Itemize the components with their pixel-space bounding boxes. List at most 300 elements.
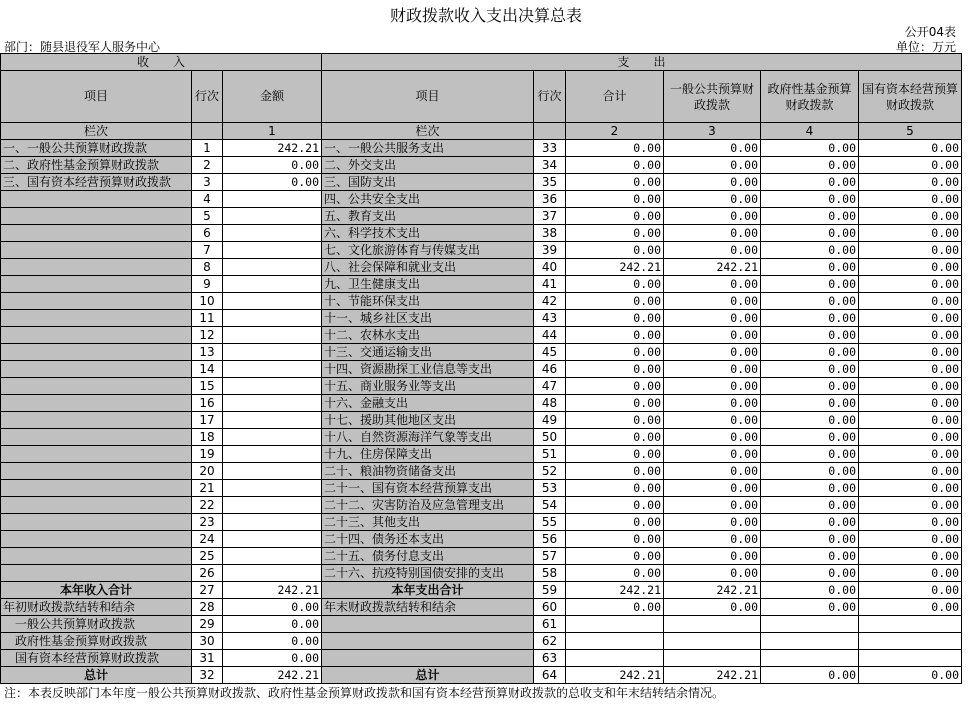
income-col-label: 栏次 bbox=[1, 123, 192, 140]
expense-row-no: 46 bbox=[534, 361, 566, 378]
expense-row-no: 57 bbox=[534, 548, 566, 565]
income-row-no: 32 bbox=[192, 667, 223, 684]
income-amount bbox=[223, 259, 322, 276]
col-number-3: 3 bbox=[664, 123, 761, 140]
general-budget-amount: 0.00 bbox=[664, 174, 761, 191]
expense-item-label: 十六、金融支出 bbox=[322, 395, 534, 412]
soe-budget-amount: 0.00 bbox=[859, 174, 962, 191]
expense-col-label: 栏次 bbox=[322, 123, 534, 140]
gov-fund-amount: 0.00 bbox=[761, 361, 859, 378]
gov-fund-amount: 0.00 bbox=[761, 157, 859, 174]
expense-row-no: 63 bbox=[534, 650, 566, 667]
soe-budget-amount: 0.00 bbox=[859, 667, 962, 684]
gov-fund-amount: 0.00 bbox=[761, 480, 859, 497]
expense-total: 0.00 bbox=[566, 378, 664, 395]
income-amount bbox=[223, 514, 322, 531]
income-row-no: 10 bbox=[192, 293, 223, 310]
income-item-label bbox=[1, 531, 192, 548]
expense-item-label: 二十六、抗疫特别国债安排的支出 bbox=[322, 565, 534, 582]
income-item-label: 一、一般公共预算财政拨款 bbox=[1, 140, 192, 157]
soe-budget-amount: 0.00 bbox=[859, 548, 962, 565]
expense-summary-label bbox=[322, 633, 534, 650]
expense-total: 0.00 bbox=[566, 140, 664, 157]
soe-budget-amount: 0.00 bbox=[859, 446, 962, 463]
expense-item-label: 十九、住房保障支出 bbox=[322, 446, 534, 463]
expense-item-label: 九、卫生健康支出 bbox=[322, 276, 534, 293]
income-row-no: 3 bbox=[192, 174, 223, 191]
soe-budget-amount: 0.00 bbox=[859, 259, 962, 276]
expense-total: 0.00 bbox=[566, 412, 664, 429]
income-row-no: 11 bbox=[192, 310, 223, 327]
gov-fund-amount: 0.00 bbox=[761, 412, 859, 429]
expense-row-no: 42 bbox=[534, 293, 566, 310]
expense-total: 0.00 bbox=[566, 531, 664, 548]
table-row bbox=[1, 276, 962, 293]
income-item-label bbox=[1, 446, 192, 463]
table-row bbox=[1, 157, 962, 174]
expense-total: 0.00 bbox=[566, 344, 664, 361]
expense-row-no: 48 bbox=[534, 395, 566, 412]
income-amount bbox=[223, 548, 322, 565]
table-row bbox=[1, 429, 962, 446]
soe-budget-amount bbox=[859, 650, 962, 667]
gov-fund-amount: 0.00 bbox=[761, 225, 859, 242]
expense-row-no: 39 bbox=[534, 242, 566, 259]
budget-table bbox=[0, 53, 962, 684]
expense-item-label: 三、国防支出 bbox=[322, 174, 534, 191]
expense-row-no: 50 bbox=[534, 429, 566, 446]
income-item-label bbox=[1, 514, 192, 531]
table-row bbox=[1, 140, 962, 157]
income-summary-label: 本年收入合计 bbox=[1, 582, 192, 599]
income-item-label bbox=[1, 378, 192, 395]
expense-row-no: 52 bbox=[534, 463, 566, 480]
table-row bbox=[1, 548, 962, 565]
income-amount bbox=[223, 276, 322, 293]
expense-row-no: 43 bbox=[534, 310, 566, 327]
expense-row-no: 64 bbox=[534, 667, 566, 684]
income-amount bbox=[223, 327, 322, 344]
col-number-2: 2 bbox=[566, 123, 664, 140]
expense-row-no: 44 bbox=[534, 327, 566, 344]
expense-section-header: 支 出 bbox=[322, 54, 962, 71]
gov-fund-amount: 0.00 bbox=[761, 548, 859, 565]
general-budget-amount bbox=[664, 650, 761, 667]
expense-summary-label bbox=[322, 616, 534, 633]
expense-total-header: 合计 bbox=[566, 71, 664, 123]
table-row bbox=[1, 361, 962, 378]
expense-item-label: 六、科学技术支出 bbox=[322, 225, 534, 242]
income-amount: 242.21 bbox=[223, 582, 322, 599]
expense-total: 242.21 bbox=[566, 259, 664, 276]
table-row bbox=[1, 293, 962, 310]
gov-fund-amount: 0.00 bbox=[761, 327, 859, 344]
expense-row-no: 45 bbox=[534, 344, 566, 361]
income-item-label bbox=[1, 208, 192, 225]
income-item-label bbox=[1, 327, 192, 344]
expense-total bbox=[566, 650, 664, 667]
expense-total: 0.00 bbox=[566, 514, 664, 531]
income-item-label bbox=[1, 293, 192, 310]
income-item-label bbox=[1, 361, 192, 378]
soe-budget-amount: 0.00 bbox=[859, 565, 962, 582]
expense-total: 0.00 bbox=[566, 599, 664, 616]
expense-total: 0.00 bbox=[566, 157, 664, 174]
income-item-label bbox=[1, 548, 192, 565]
gov-fund-amount: 0.00 bbox=[761, 208, 859, 225]
expense-row-no: 61 bbox=[534, 616, 566, 633]
income-row-no-header: 行次 bbox=[192, 71, 223, 123]
soe-budget-amount: 0.00 bbox=[859, 361, 962, 378]
expense-item-label: 七、文化旅游体育与传媒支出 bbox=[322, 242, 534, 259]
general-budget-amount: 0.00 bbox=[664, 446, 761, 463]
general-budget-header: 一般公共预算财政拨款 bbox=[664, 71, 761, 123]
income-amount bbox=[223, 242, 322, 259]
gov-fund-amount: 0.00 bbox=[761, 395, 859, 412]
gov-fund-header: 政府性基金预算财政拨款 bbox=[761, 71, 859, 123]
income-amount bbox=[223, 310, 322, 327]
income-summary-label: 总计 bbox=[1, 667, 192, 684]
expense-total: 0.00 bbox=[566, 242, 664, 259]
expense-row-no: 33 bbox=[534, 140, 566, 157]
gov-fund-amount: 0.00 bbox=[761, 531, 859, 548]
summary-row bbox=[1, 582, 962, 599]
income-row-no: 12 bbox=[192, 327, 223, 344]
income-row-no: 26 bbox=[192, 565, 223, 582]
income-amount-header: 金额 bbox=[223, 71, 322, 123]
income-amount bbox=[223, 480, 322, 497]
expense-total: 0.00 bbox=[566, 463, 664, 480]
expense-total: 0.00 bbox=[566, 429, 664, 446]
expense-item-label: 五、教育支出 bbox=[322, 208, 534, 225]
general-budget-amount: 0.00 bbox=[664, 276, 761, 293]
income-item-label bbox=[1, 565, 192, 582]
expense-item-label: 二十、粮油物资储备支出 bbox=[322, 463, 534, 480]
soe-budget-amount: 0.00 bbox=[859, 157, 962, 174]
general-budget-amount: 0.00 bbox=[664, 208, 761, 225]
income-row-no: 14 bbox=[192, 361, 223, 378]
expense-row-no: 49 bbox=[534, 412, 566, 429]
expense-row-no: 36 bbox=[534, 191, 566, 208]
table-row bbox=[1, 395, 962, 412]
soe-budget-amount: 0.00 bbox=[859, 412, 962, 429]
expense-total: 0.00 bbox=[566, 191, 664, 208]
income-row-no: 1 bbox=[192, 140, 223, 157]
gov-fund-amount: 0.00 bbox=[761, 242, 859, 259]
income-amount bbox=[223, 378, 322, 395]
summary-row bbox=[1, 633, 962, 650]
expense-total bbox=[566, 616, 664, 633]
column-number-row bbox=[1, 123, 962, 140]
income-summary-label: 年初财政拨款结转和结余 bbox=[1, 599, 192, 616]
income-item-label bbox=[1, 310, 192, 327]
gov-fund-amount: 0.00 bbox=[761, 463, 859, 480]
income-row-no: 27 bbox=[192, 582, 223, 599]
soe-budget-amount: 0.00 bbox=[859, 276, 962, 293]
income-amount bbox=[223, 463, 322, 480]
income-item-label: 二、政府性基金预算财政拨款 bbox=[1, 157, 192, 174]
soe-budget-amount bbox=[859, 616, 962, 633]
income-item-label bbox=[1, 344, 192, 361]
expense-total: 0.00 bbox=[566, 327, 664, 344]
soe-budget-header: 国有资本经营预算财政拨款 bbox=[859, 71, 962, 123]
general-budget-amount: 242.21 bbox=[664, 667, 761, 684]
general-budget-amount: 0.00 bbox=[664, 412, 761, 429]
expense-summary-label: 本年支出合计 bbox=[322, 582, 534, 599]
gov-fund-amount: 0.00 bbox=[761, 446, 859, 463]
table-row bbox=[1, 480, 962, 497]
general-budget-amount: 0.00 bbox=[664, 140, 761, 157]
general-budget-amount: 0.00 bbox=[664, 565, 761, 582]
table-row bbox=[1, 565, 962, 582]
expense-item-label: 二十二、灾害防治及应急管理支出 bbox=[322, 497, 534, 514]
expense-col-blank bbox=[534, 123, 566, 140]
expense-item-label: 二十一、国有资本经营预算支出 bbox=[322, 480, 534, 497]
department-label: 部门：随县退役军人服务中心 bbox=[4, 40, 161, 54]
income-amount bbox=[223, 446, 322, 463]
table-row bbox=[1, 208, 962, 225]
expense-item-label: 四、公共安全支出 bbox=[322, 191, 534, 208]
income-item-label bbox=[1, 395, 192, 412]
soe-budget-amount: 0.00 bbox=[859, 395, 962, 412]
expense-total: 0.00 bbox=[566, 565, 664, 582]
table-row bbox=[1, 531, 962, 548]
table-row bbox=[1, 225, 962, 242]
income-amount bbox=[223, 395, 322, 412]
expense-row-no: 35 bbox=[534, 174, 566, 191]
col-number-5: 5 bbox=[859, 123, 962, 140]
general-budget-amount: 0.00 bbox=[664, 599, 761, 616]
income-row-no: 15 bbox=[192, 378, 223, 395]
expense-total bbox=[566, 633, 664, 650]
expense-row-no: 41 bbox=[534, 276, 566, 293]
income-item-label bbox=[1, 259, 192, 276]
general-budget-amount: 0.00 bbox=[664, 344, 761, 361]
section-header-row bbox=[1, 54, 962, 71]
income-row-no: 8 bbox=[192, 259, 223, 276]
income-row-no: 17 bbox=[192, 412, 223, 429]
expense-row-no: 51 bbox=[534, 446, 566, 463]
expense-total: 0.00 bbox=[566, 174, 664, 191]
expense-item-label: 十一、城乡社区支出 bbox=[322, 310, 534, 327]
soe-budget-amount: 0.00 bbox=[859, 293, 962, 310]
general-budget-amount bbox=[664, 633, 761, 650]
summary-row bbox=[1, 667, 962, 684]
general-budget-amount: 0.00 bbox=[664, 531, 761, 548]
income-amount bbox=[223, 293, 322, 310]
income-row-no: 22 bbox=[192, 497, 223, 514]
income-row-no: 24 bbox=[192, 531, 223, 548]
general-budget-amount: 0.00 bbox=[664, 157, 761, 174]
income-item-label bbox=[1, 276, 192, 293]
gov-fund-amount: 0.00 bbox=[761, 565, 859, 582]
table-row bbox=[1, 378, 962, 395]
general-budget-amount: 0.00 bbox=[664, 191, 761, 208]
gov-fund-amount: 0.00 bbox=[761, 344, 859, 361]
expense-row-no: 58 bbox=[534, 565, 566, 582]
gov-fund-amount: 0.00 bbox=[761, 174, 859, 191]
income-row-no: 4 bbox=[192, 191, 223, 208]
income-item-label bbox=[1, 497, 192, 514]
expense-item-label: 十、节能环保支出 bbox=[322, 293, 534, 310]
income-amount bbox=[223, 531, 322, 548]
income-amount: 0.00 bbox=[223, 650, 322, 667]
soe-budget-amount: 0.00 bbox=[859, 497, 962, 514]
income-summary-label: 国有资本经营预算财政拨款 bbox=[1, 650, 192, 667]
summary-row bbox=[1, 616, 962, 633]
income-amount bbox=[223, 412, 322, 429]
expense-row-no: 59 bbox=[534, 582, 566, 599]
gov-fund-amount: 0.00 bbox=[761, 259, 859, 276]
gov-fund-amount: 0.00 bbox=[761, 310, 859, 327]
soe-budget-amount: 0.00 bbox=[859, 208, 962, 225]
expense-item-label: 一、一般公共服务支出 bbox=[322, 140, 534, 157]
income-item-label bbox=[1, 463, 192, 480]
income-row-no: 20 bbox=[192, 463, 223, 480]
expense-item-label: 十五、商业服务业等支出 bbox=[322, 378, 534, 395]
general-budget-amount: 0.00 bbox=[664, 225, 761, 242]
table-row bbox=[1, 259, 962, 276]
income-amount bbox=[223, 191, 322, 208]
expense-total: 242.21 bbox=[566, 667, 664, 684]
soe-budget-amount: 0.00 bbox=[859, 327, 962, 344]
expense-item-label: 十四、资源勘探工业信息等支出 bbox=[322, 361, 534, 378]
soe-budget-amount: 0.00 bbox=[859, 225, 962, 242]
expense-total: 0.00 bbox=[566, 446, 664, 463]
general-budget-amount: 0.00 bbox=[664, 497, 761, 514]
gov-fund-amount bbox=[761, 616, 859, 633]
income-row-no: 2 bbox=[192, 157, 223, 174]
general-budget-amount: 0.00 bbox=[664, 310, 761, 327]
summary-row bbox=[1, 650, 962, 667]
income-row-no: 19 bbox=[192, 446, 223, 463]
income-item-label bbox=[1, 480, 192, 497]
general-budget-amount: 0.00 bbox=[664, 463, 761, 480]
income-item-label bbox=[1, 191, 192, 208]
income-summary-label: 政府性基金预算财政拨款 bbox=[1, 633, 192, 650]
expense-summary-label bbox=[322, 650, 534, 667]
table-row bbox=[1, 242, 962, 259]
expense-item-label: 二十五、债务付息支出 bbox=[322, 548, 534, 565]
income-amount bbox=[223, 565, 322, 582]
income-row-no: 29 bbox=[192, 616, 223, 633]
table-row bbox=[1, 327, 962, 344]
soe-budget-amount: 0.00 bbox=[859, 378, 962, 395]
expense-total: 0.00 bbox=[566, 480, 664, 497]
footnote: 注：本表反映部门本年度一般公共预算财政拨款、政府性基金预算财政拨款和国有资本经营预算财政拨款的总收支和年末结转结余情况。 bbox=[4, 686, 725, 700]
expense-item-label: 二、外交支出 bbox=[322, 157, 534, 174]
general-budget-amount: 0.00 bbox=[664, 395, 761, 412]
income-amount: 0.00 bbox=[223, 633, 322, 650]
soe-budget-amount: 0.00 bbox=[859, 242, 962, 259]
income-row-no: 9 bbox=[192, 276, 223, 293]
income-amount bbox=[223, 429, 322, 446]
col-number-1: 1 bbox=[223, 123, 322, 140]
table-row bbox=[1, 514, 962, 531]
income-item-label bbox=[1, 225, 192, 242]
gov-fund-amount: 0.00 bbox=[761, 582, 859, 599]
income-item-label bbox=[1, 412, 192, 429]
table-row bbox=[1, 497, 962, 514]
gov-fund-amount: 0.00 bbox=[761, 140, 859, 157]
soe-budget-amount: 0.00 bbox=[859, 140, 962, 157]
gov-fund-amount: 0.00 bbox=[761, 497, 859, 514]
general-budget-amount: 242.21 bbox=[664, 582, 761, 599]
table-row bbox=[1, 191, 962, 208]
expense-total: 0.00 bbox=[566, 310, 664, 327]
income-section-header: 收 入 bbox=[1, 54, 322, 71]
general-budget-amount: 0.00 bbox=[664, 293, 761, 310]
general-budget-amount: 0.00 bbox=[664, 429, 761, 446]
expense-total: 0.00 bbox=[566, 293, 664, 310]
income-amount bbox=[223, 497, 322, 514]
summary-row bbox=[1, 599, 962, 616]
expense-total: 0.00 bbox=[566, 225, 664, 242]
gov-fund-amount: 0.00 bbox=[761, 667, 859, 684]
expense-total: 0.00 bbox=[566, 395, 664, 412]
income-row-no: 5 bbox=[192, 208, 223, 225]
gov-fund-amount: 0.00 bbox=[761, 599, 859, 616]
expense-total: 0.00 bbox=[566, 497, 664, 514]
gov-fund-amount: 0.00 bbox=[761, 514, 859, 531]
income-amount bbox=[223, 208, 322, 225]
income-row-no: 23 bbox=[192, 514, 223, 531]
expense-total: 0.00 bbox=[566, 208, 664, 225]
expense-item-label: 十三、交通运输支出 bbox=[322, 344, 534, 361]
income-amount: 0.00 bbox=[223, 174, 322, 191]
income-amount: 242.21 bbox=[223, 140, 322, 157]
income-row-no: 31 bbox=[192, 650, 223, 667]
gov-fund-amount: 0.00 bbox=[761, 191, 859, 208]
income-summary-label: 一般公共预算财政拨款 bbox=[1, 616, 192, 633]
income-row-no: 30 bbox=[192, 633, 223, 650]
expense-row-no: 56 bbox=[534, 531, 566, 548]
report-title: 财政拨款收入支出决算总表 bbox=[389, 6, 582, 25]
income-amount: 242.21 bbox=[223, 667, 322, 684]
table-code: 公开04表 bbox=[904, 25, 956, 39]
expense-row-no-header: 行次 bbox=[534, 71, 566, 123]
expense-summary-label: 总计 bbox=[322, 667, 534, 684]
expense-item-label: 十二、农林水支出 bbox=[322, 327, 534, 344]
expense-item-label: 八、社会保障和就业支出 bbox=[322, 259, 534, 276]
gov-fund-amount: 0.00 bbox=[761, 429, 859, 446]
expense-total: 0.00 bbox=[566, 361, 664, 378]
income-amount: 0.00 bbox=[223, 157, 322, 174]
income-row-no: 6 bbox=[192, 225, 223, 242]
soe-budget-amount: 0.00 bbox=[859, 429, 962, 446]
income-row-no: 18 bbox=[192, 429, 223, 446]
income-col-blank bbox=[192, 123, 223, 140]
expense-summary-label: 年末财政拨款结转和结余 bbox=[322, 599, 534, 616]
income-amount bbox=[223, 225, 322, 242]
soe-budget-amount: 0.00 bbox=[859, 310, 962, 327]
income-row-no: 16 bbox=[192, 395, 223, 412]
income-amount bbox=[223, 344, 322, 361]
table-row bbox=[1, 344, 962, 361]
gov-fund-amount: 0.00 bbox=[761, 276, 859, 293]
income-item-label: 三、国有资本经营预算财政拨款 bbox=[1, 174, 192, 191]
soe-budget-amount: 0.00 bbox=[859, 599, 962, 616]
expense-item-label: 十七、援助其他地区支出 bbox=[322, 412, 534, 429]
soe-budget-amount: 0.00 bbox=[859, 191, 962, 208]
expense-total: 242.21 bbox=[566, 582, 664, 599]
general-budget-amount: 0.00 bbox=[664, 548, 761, 565]
table-row bbox=[1, 174, 962, 191]
soe-budget-amount: 0.00 bbox=[859, 514, 962, 531]
expense-row-no: 37 bbox=[534, 208, 566, 225]
soe-budget-amount bbox=[859, 633, 962, 650]
unit-label: 单位：万元 bbox=[895, 40, 956, 54]
